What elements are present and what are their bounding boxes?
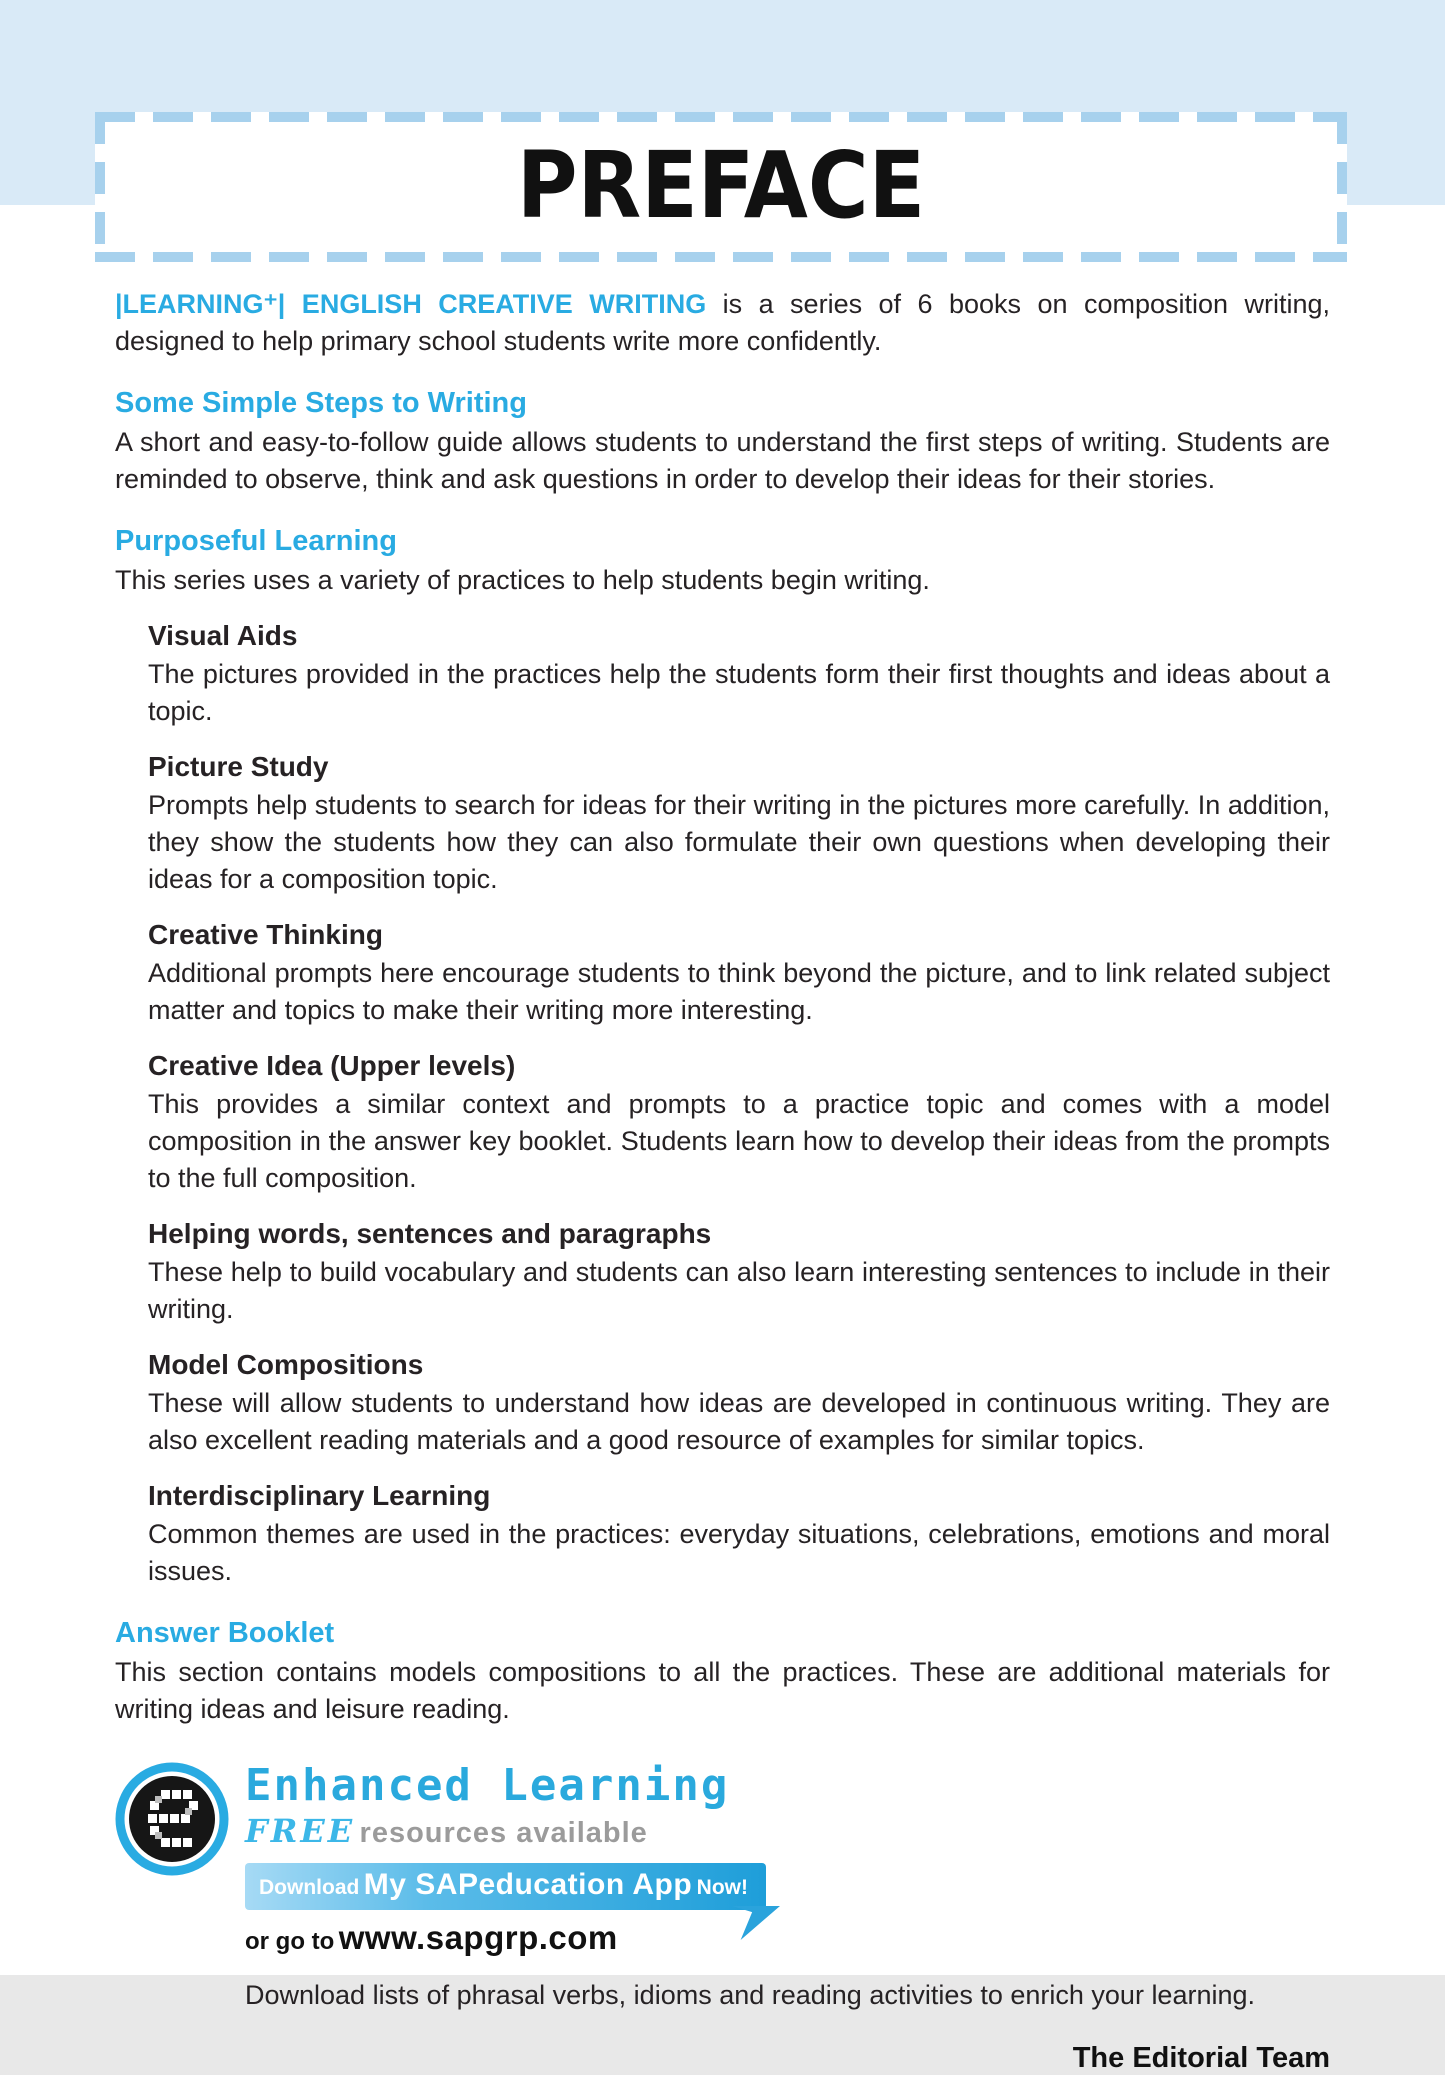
dashed-border-left [95, 112, 105, 262]
section-model-compositions [148, 1348, 1330, 1459]
free-resources-line [245, 1814, 1330, 1855]
sap-pixel-e-logo-icon [115, 1762, 229, 1881]
dashed-border-right [1337, 112, 1347, 262]
section-heading: Creative Idea (Upper levels) [148, 1050, 516, 1081]
section-heading: Interdisciplinary Learning [148, 1480, 491, 1511]
editorial-team-signoff: The Editorial Team [1072, 2042, 1330, 2074]
resources-available-label: resources available [359, 1817, 648, 1849]
dashed-border-top [95, 112, 1347, 122]
content-area [115, 286, 1330, 2075]
section-body: A short and easy-to-follow guide allows students to understand the first steps of writing. Students are reminded to observe, think and ask questions in order to develop their ideas for their stories. [115, 427, 1330, 494]
section-interdisciplinary-learning [148, 1479, 1330, 1590]
section-heading: Helping words, sentences and paragraphs [148, 1218, 712, 1249]
enhanced-learning-heading: Enhanced Learning [245, 1760, 730, 1811]
section-body: Common themes are used in the practices: everyday situations, celebrations, emotions and moral issues. [148, 1519, 1330, 1586]
section-heading: Some Simple Steps to Writing [115, 387, 527, 419]
intro-paragraph [115, 286, 1330, 360]
download-app-banner[interactable] [245, 1863, 766, 1910]
enhanced-learning-block [115, 1762, 1330, 2014]
section-body: This provides a similar context and prompts to a practice topic and comes with a model composition in the answer key booklet. Students learn how to develop their ideas from the prompts to the full composition. [148, 1089, 1330, 1193]
section-body: Prompts help students to search for ideas for their writing in the pictures more carefully. In addition, they show the students how they can also formulate their own questions when developing their ideas for a composition topic. [148, 790, 1330, 894]
section-body: Additional prompts here encourage students to think beyond the picture, and to link related subject matter and topics to make their writing more interesting. [148, 958, 1330, 1025]
section-heading: Purposeful Learning [115, 525, 397, 557]
section-purposeful-learning [115, 524, 1330, 599]
section-body: This series uses a variety of practices to help students begin writing. [115, 565, 930, 595]
section-some-simple-steps [115, 386, 1330, 498]
section-creative-idea [148, 1049, 1330, 1197]
series-brand-name: |LEARNING⁺| ENGLISH CREATIVE WRITING [115, 289, 707, 319]
free-label: FREE [245, 1812, 356, 1850]
section-answer-booklet [115, 1616, 1330, 1728]
section-visual-aids [148, 619, 1330, 730]
banner-download-label: Download [259, 1876, 360, 1899]
section-body: These help to build vocabulary and students can also learn interesting sentences to include in their writing. [148, 1257, 1330, 1324]
banner-now-label: Now! [696, 1876, 748, 1899]
page-title: PREFACE [516, 132, 926, 239]
section-heading: Visual Aids [148, 620, 298, 651]
banner-app-name: My SAPeducation App [363, 1868, 693, 1901]
section-heading: Answer Booklet [115, 1617, 335, 1649]
section-body: The pictures provided in the practices help the students form their first thoughts and ideas about a topic. [148, 659, 1330, 726]
section-body: These will allow students to understand how ideas are developed in continuous writing. They are also excellent reading materials and a good resource of examples for similar topics. [148, 1388, 1330, 1455]
intro-text: is a series of 6 books on composition writing, designed to help primary school students write more confidently. [115, 289, 1330, 356]
or-go-to-label: or go to [245, 1928, 335, 1955]
section-heading: Creative Thinking [148, 919, 383, 950]
dashed-border-bottom [95, 252, 1347, 262]
section-heading: Model Compositions [148, 1349, 424, 1380]
section-body: This section contains models compositions to all the practices. These are additional materials for writing ideas and leisure reading. [115, 1657, 1330, 1724]
promo-text-column [245, 1762, 1330, 2014]
section-creative-thinking [148, 918, 1330, 1029]
website-line [245, 1920, 1330, 1963]
title-box [95, 112, 1347, 262]
section-heading: Picture Study [148, 751, 329, 782]
website-url-link[interactable]: www.sapgrp.com [338, 1919, 618, 1956]
promo-description: Download lists of phrasal verbs, idioms and reading activities to enrich your learning. [245, 1980, 1256, 2010]
section-picture-study [148, 750, 1330, 898]
section-helping-words [148, 1217, 1330, 1328]
